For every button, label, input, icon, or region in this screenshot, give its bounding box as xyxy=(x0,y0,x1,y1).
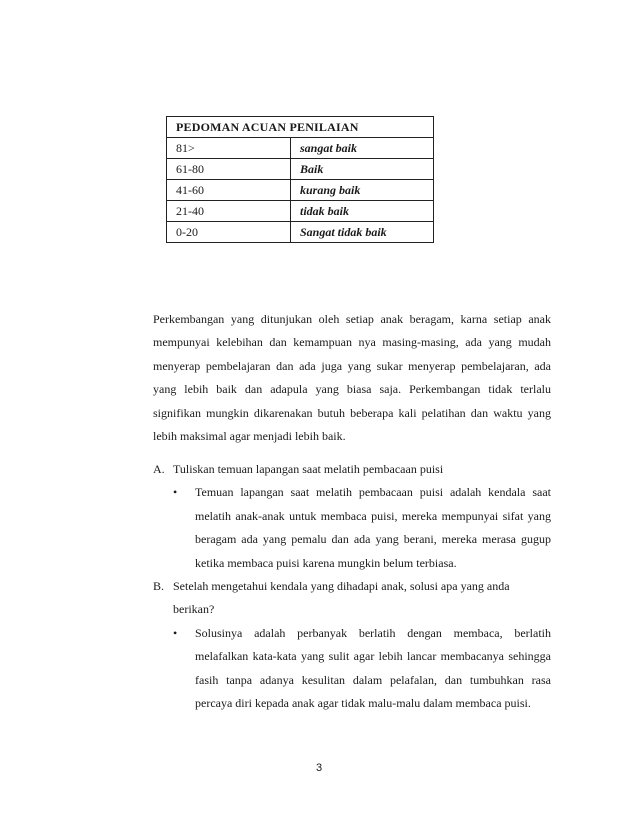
question-text: Tuliskan temuan lapangan saat melatih pembacaan puisi xyxy=(173,462,444,476)
question-marker: B. xyxy=(153,579,165,594)
score-range: 81> xyxy=(167,138,291,159)
grade-label: Baik xyxy=(291,159,434,180)
table-row xyxy=(167,222,434,243)
grade-label: tidak baik xyxy=(291,201,434,222)
bullet-icon: • xyxy=(173,485,178,500)
grade-label: sangat baik xyxy=(291,138,434,159)
question-list xyxy=(153,458,551,715)
score-range: 21-40 xyxy=(167,201,291,222)
question-marker: A. xyxy=(153,462,165,476)
question-text: Setelah mengetahui kendala yang dihadapi anak, solusi apa yang anda berikan? xyxy=(173,579,510,617)
score-range: 61-80 xyxy=(167,159,291,180)
answer-bullet-b xyxy=(173,622,551,716)
assessment-guide-table xyxy=(166,116,434,243)
table-row xyxy=(167,180,434,201)
table-row xyxy=(167,138,434,159)
score-range: 0-20 xyxy=(167,222,291,243)
table-header: PEDOMAN ACUAN PENILAIAN xyxy=(167,117,434,138)
body-paragraph: Perkembangan yang ditunjukan oleh setiap anak beragam, karna setiap anak mempunyai kelebihan dan kemampuan nya masing-masing, ada yang mudah menyerap pembelajaran dan ada juga yang sukar menyerap pembelajaran, ada yang lebih baik dan adapula yang biasa saja. Perkembangan tidak terlalu signifikan mungkin dikarenakan butuh beberapa kali pelatihan dan waktu yang lebih maksimal agar menjadi lebih baik. xyxy=(153,312,551,444)
question-item-b xyxy=(153,575,551,622)
question-item-a xyxy=(153,458,551,481)
score-range: 41-60 xyxy=(167,180,291,201)
answer-text: Temuan lapangan saat melatih pembacaan puisi adalah kendala saat melatih anak-anak untuk membaca puisi, mereka mempunyai sifat yang beragam ada yang pemalu dan ada yang berani, mereka merasa gugup ketika membaca puisi karena mungkin belum terbiasa. xyxy=(195,485,551,570)
grade-label: kurang baik xyxy=(291,180,434,201)
table-header-row xyxy=(167,117,434,138)
page-number: 3 xyxy=(315,762,323,774)
bullet-icon: • xyxy=(173,625,178,640)
table-row xyxy=(167,201,434,222)
table-row xyxy=(167,159,434,180)
answer-bullet-a xyxy=(173,481,551,575)
answer-text: Solusinya adalah perbanyak berlatih dengan membaca, berlatih melafalkan kata-kata yang sulit agar lebih lancar membacanya sehingga fasih tanpa adanya kesulitan dalam pelafalan, dan tumbuhkan rasa percaya diri kepada anak agar tidak malu-malu dalam membaca puisi. xyxy=(195,625,551,711)
grade-label: Sangat tidak baik xyxy=(291,222,434,243)
